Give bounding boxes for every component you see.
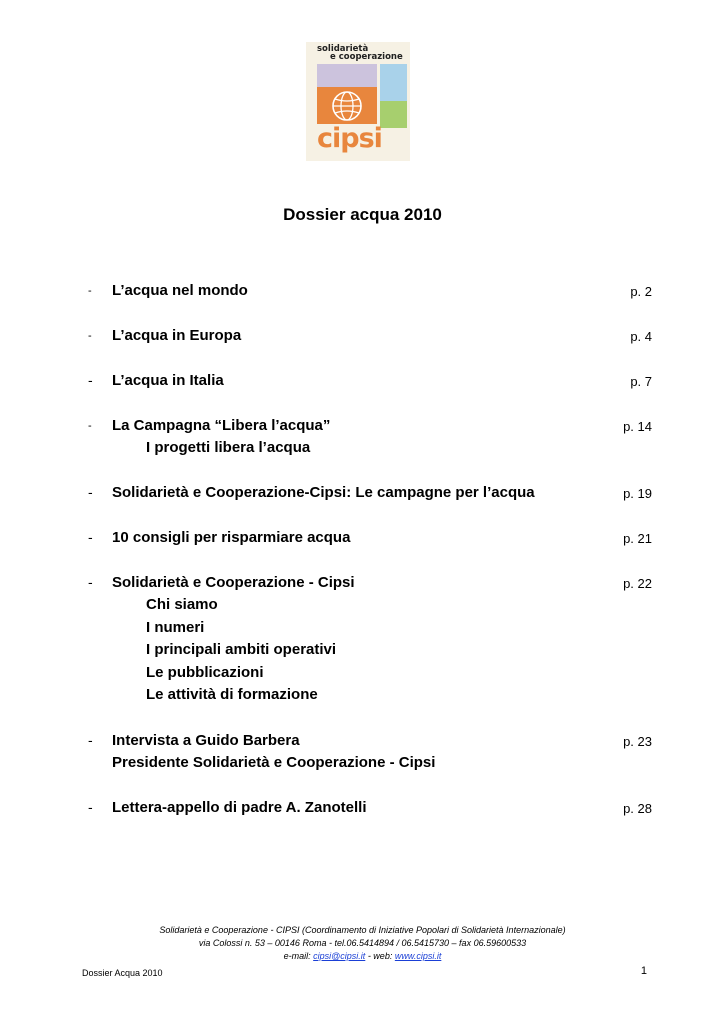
toc-subentry: Presidente Solidarietà e Cooperazione - Cipsi <box>112 754 436 771</box>
toc-page-number: p. 7 <box>630 374 652 389</box>
toc-dash: - <box>88 484 93 500</box>
toc-entry-title: L’acqua in Italia <box>112 372 224 389</box>
toc-entry-title: Solidarietà e Cooperazione-Cipsi: Le campagne per l’acqua <box>112 484 535 501</box>
toc-page-number: p. 4 <box>630 329 652 344</box>
logo-wordmark: cipsi <box>317 123 382 154</box>
toc-entry-title: Lettera-appello di padre A. Zanotelli <box>112 799 367 816</box>
toc-entry-title: L’acqua in Europa <box>112 327 242 344</box>
toc-dash: - <box>88 799 93 815</box>
toc-subentry: Le attività di formazione <box>146 686 318 703</box>
toc-page-number: p. 23 <box>623 734 652 749</box>
toc-subentry: I progetti libera l’acqua <box>146 439 311 456</box>
toc-page-number: p. 21 <box>623 531 652 546</box>
footer-email-link[interactable]: cipsi@cipsi.it <box>313 951 366 961</box>
toc-entry-title: Solidarietà e Cooperazione - Cipsi <box>112 574 355 591</box>
toc-dash: - <box>88 372 93 388</box>
toc-dash: - <box>88 574 93 590</box>
toc-entry-title: 10 consigli per risparmiare acqua <box>112 529 351 546</box>
logo-text-line1: solidarietà <box>317 44 369 54</box>
footer-web-link[interactable]: www.cipsi.it <box>394 951 442 961</box>
toc-entry-title: L’acqua nel mondo <box>112 282 248 299</box>
page-number: 1 <box>640 965 647 977</box>
footer-contacts <box>0 950 725 963</box>
footer-org-name: Solidarietà e Cooperazione - CIPSI (Coordinamento di Iniziative Popolari di Solidarietà Internazionale) <box>159 925 566 935</box>
toc-dash: - <box>88 529 93 545</box>
logo-lightblue-square <box>380 64 407 101</box>
toc-page-number: p. 2 <box>630 284 652 299</box>
cipsi-logo <box>306 42 410 161</box>
toc-page-number: p. 28 <box>623 801 652 816</box>
footer-email-label: e-mail: <box>283 951 314 961</box>
toc-entry-title: La Campagna “Libera l’acqua” <box>112 417 331 434</box>
toc-dash: - <box>88 420 92 432</box>
toc-page-number: p. 14 <box>623 419 652 434</box>
logo-lavender-square <box>317 64 377 87</box>
toc-subentry: Chi siamo <box>146 596 218 613</box>
organization-footer <box>0 924 725 963</box>
running-footer: Dossier Acqua 2010 <box>82 968 163 978</box>
toc-subentry: I principali ambiti operativi <box>146 641 337 658</box>
footer-web-label: - web: <box>365 951 395 961</box>
logo-green-square <box>380 101 407 128</box>
globe-icon <box>330 89 364 123</box>
toc-dash: - <box>88 330 92 342</box>
toc-dash: - <box>88 732 93 748</box>
toc-subentry: I numeri <box>146 619 205 636</box>
logo-text-line2: e cooperazione <box>330 52 403 62</box>
document-title: Dossier acqua 2010 <box>283 205 442 224</box>
toc-page-number: p. 22 <box>623 576 652 591</box>
toc-page-number: p. 19 <box>623 486 652 501</box>
toc-dash: - <box>88 285 92 297</box>
footer-address: via Colossi n. 53 – 00146 Roma - tel.06.5414894 / 06.5415730 – fax 06.59600533 <box>198 938 527 948</box>
toc-entry-title: Intervista a Guido Barbera <box>112 732 300 749</box>
toc-subentry: Le pubblicazioni <box>146 664 264 681</box>
